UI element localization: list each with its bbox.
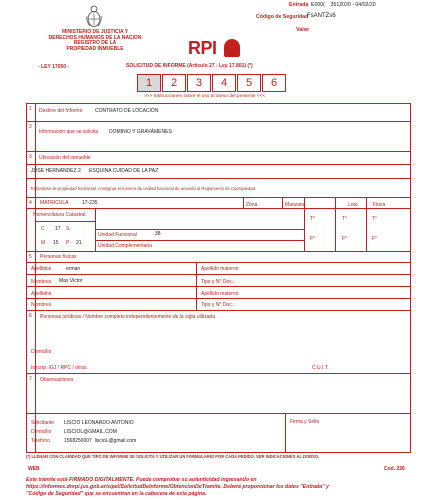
number-column-divider [35,103,36,453]
ley-label: - LEY 17050 - [38,64,70,70]
divider [243,197,244,208]
ph-note: Tratándose de propiedad horizontal, consignar el número de unidad funcional de acuerdo al Reglamento de Copropiedad. [30,186,257,191]
domicilio-label: Domicilio [31,429,52,435]
divider [26,164,411,165]
f1-label: F° [310,236,316,242]
tab-3[interactable]: 3 [187,74,211,92]
matricula-value[interactable]: 17-235 [82,200,98,206]
nomenclatura-label: Nomenclatura Catastral [33,212,86,218]
telefono-value[interactable]: 1568250007 liscioL@gmail.com [64,438,137,444]
divider [26,208,411,209]
coat-of-arms-icon [86,4,102,28]
divider [26,197,411,198]
divider [26,310,411,311]
solicitante-value[interactable]: LISCIO LEONARDO ANTONIO [64,420,134,426]
finca-label: Finca [373,202,386,208]
ministry-line: MINISTERIO DE JUSTICIA Y [61,29,129,35]
entrada-label: Entrada [289,2,309,8]
divider [285,413,286,453]
divider [95,229,304,230]
cod-label: Cod. 226 [384,466,405,472]
matricula-label: MATRICULA [40,200,69,206]
section-number: 7 [29,376,32,382]
apellidos-value[interactable]: erman [66,266,81,272]
apellido-materno-label: Apellido materno [201,266,239,272]
m-value[interactable]: 15 [53,240,59,246]
nombres-value[interactable]: Max Victor [59,278,83,284]
tipo-doc-label: Tipo y N° Doc.: [201,279,235,285]
uc-label: Unidad Complementaria [98,243,152,249]
notice-line: https://informes.dnrpi.jus.gob.ar/sipel/SolicitudDeInforme/ObtencionDeTramite. Deberá proporcionar los datos "Entrada" y [26,484,329,490]
instructions-note: >>> Instrucciones sobre el uso al dorso del presente <<< [144,94,266,99]
nombres-label: Nombres [31,302,52,308]
uf-value[interactable]: 38 [155,231,161,237]
nombres-label: Nombres [31,279,52,285]
tab-5[interactable]: 5 [237,74,261,92]
apellido-materno-label: Apellido materno [201,291,239,297]
manzana-label: Manzana [285,202,306,208]
rpi-logo-text: RPI [188,38,217,58]
p-value[interactable]: 21 [76,240,82,246]
ministry-header [40,30,150,52]
divider [26,262,411,263]
form-title: SOLICITUD DE INFORME (Artículo 27 - Ley 17.801) (*) [126,63,253,69]
m-label: M [41,240,46,246]
disclaimer: (*) LLENAR CON CLARIDAD QUE TIPO DE INFORME SE SOLICITA Y UTILIZAR UN FORMULARIO POR CADA PEDIDO. VER INDICACIONES AL DORSO. [26,454,320,459]
t3-label: T° [372,216,378,222]
entrada-value: E000( 3512020 - 04/02/20 [311,2,376,8]
tab-4[interactable]: 4 [212,74,236,92]
personas-juridicas-label: Personas jurídicas / Nombre completo independientemente de la sigla utilizada [40,314,216,320]
divider [26,373,411,374]
lote-label: Lote [348,202,358,208]
s-label: S [66,226,70,232]
tab-1[interactable]: 1 [137,74,161,92]
domicilio-value[interactable]: LISCIOL@GMAIL.COM [64,429,117,435]
divider [26,151,411,152]
section-number: 5 [29,254,32,260]
valor-label: Valor [296,27,310,33]
f2-label: F° [342,236,348,242]
section-number: 4 [29,200,32,206]
inscrip-label: Inscrip. IGJ / RPC / otras. [31,365,88,371]
telefono-label: Telefono [31,438,50,444]
t2-label: T° [342,216,348,222]
tab-2[interactable]: 2 [162,74,186,92]
informacion-label: Información que se solicita [39,129,99,135]
solicitante-label: Solicitante [31,420,55,426]
divider [26,178,411,179]
codigo-label: Código de Seguridad [256,14,309,20]
divider [26,413,411,414]
web-label: WEB [28,466,40,472]
c-label: C [41,226,45,232]
divider [282,197,283,208]
ministry-line: PROPIEDAD INMUEBLE [66,45,124,52]
divider [26,286,411,287]
personas-fisicas-label: Personas físicas [40,254,77,260]
rpi-logo-mark-icon [224,39,240,57]
rpi-logo [188,38,217,59]
ministry-line: REGISTRO DE LA [73,40,117,47]
domicilio-label: Domicilio [31,349,52,355]
observaciones-label: Observaciones [40,377,74,383]
cuit-label: C.U.I.T. [312,365,329,371]
section-number: 3 [29,154,32,160]
notice-line: "Código de Seguridad" que se encuentran en la cabecera de esta página. [26,491,207,497]
destino-value[interactable]: CONTRATO DE LOCACIÓN [95,108,159,114]
p-label: P [66,240,70,246]
destino-label: Destino del Informe [39,108,83,114]
ubicacion-label: Ubicación del inmueble [39,155,91,161]
f3-label: F° [372,236,378,242]
divider [366,197,367,251]
divider [335,197,336,251]
tab-6[interactable]: 6 [262,74,286,92]
informacion-value[interactable]: DOMINIO Y GRAVÁMENES [109,129,172,135]
section-number: 2 [29,124,32,130]
divider [26,121,411,122]
t1-label: T° [310,216,316,222]
divider [35,221,95,222]
divider [95,240,304,241]
ministry-line: DERECHOS HUMANOS DE LA NACION [48,34,142,41]
section-number: 6 [29,313,32,319]
tipo-doc-label: Tipo y N° Doc.: [201,302,235,308]
apellidos-label: Apellidos [31,266,52,272]
codigo-value: FsANTZs6 [307,13,336,19]
divider [304,197,305,251]
firma-label: Firma y Sello [290,419,320,425]
divider [26,298,411,299]
section-number: 1 [29,106,32,112]
c-value[interactable]: 17 [55,226,61,232]
zona-label: Zona [246,202,258,208]
uf-label: Unidad Funcional [98,232,137,238]
notice-line: Este trámite está FIRMADO DIGITALMENTE. Puede comprobar su autenticidad ingresando en [26,477,257,483]
divider [26,251,411,252]
divider [26,274,411,275]
ubicacion-value[interactable]: JOSE HERNANDEZ 2 ESQUINA CUIDAD DE LA PAZ [31,168,159,174]
apellidos-label: Apellidos [31,291,52,297]
